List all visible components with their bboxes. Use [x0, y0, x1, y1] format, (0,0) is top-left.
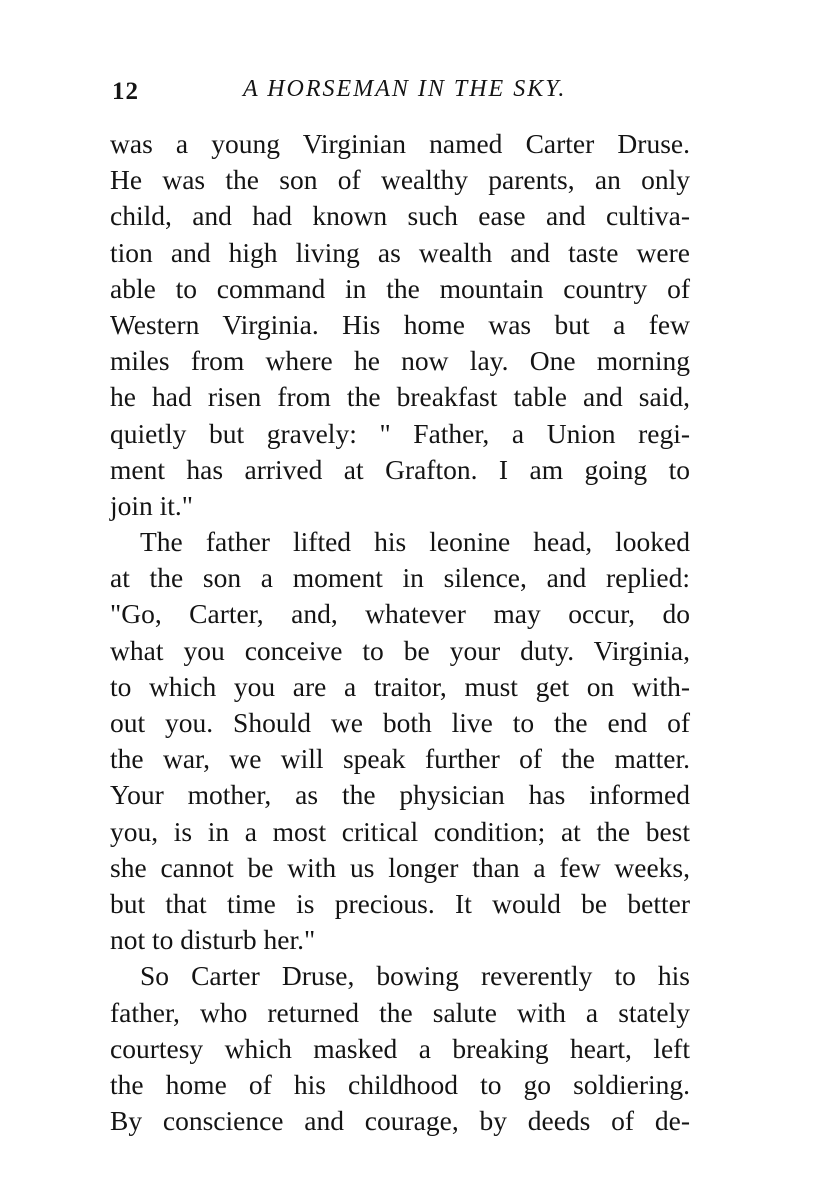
running-title: A HORSEMAN IN THE SKY.: [243, 76, 567, 102]
text-line: to which you are a traitor, must get on with-: [110, 670, 690, 702]
text-line: at the son a moment in silence, and replied:: [110, 562, 690, 594]
text-line: able to command in the mountain country of: [110, 272, 690, 304]
text-line: was a young Virginian named Carter Druse.: [110, 128, 690, 159]
running-header: [0, 72, 840, 112]
text-line: By conscience and courage, by deeds of de-: [110, 1105, 690, 1137]
text-line: the home of his childhood to go soldiering.: [110, 1068, 690, 1100]
text-line: child, and had known such ease and cultiva-: [110, 200, 690, 232]
text-line: Your mother, as the physician has informed: [110, 779, 690, 811]
text-line: Western Virginia. His home was but a few: [110, 308, 690, 340]
text-line: not to disturb her.": [110, 924, 316, 956]
text-line: So Carter Druse, bowing reverently to his: [140, 960, 690, 992]
text-line: quietly but gravely: " Father, a Union regi-: [110, 417, 690, 449]
text-line: the war, we will speak further of the matter.: [110, 743, 690, 775]
text-line: you, is in a most critical condition; at the best: [110, 815, 690, 847]
text-line: she cannot be with us longer than a few weeks,: [110, 851, 690, 883]
text-line: The father lifted his leonine head, looked: [140, 526, 690, 558]
text-line: out you. Should we both live to the end of: [110, 707, 690, 738]
text-line: "Go, Carter, and, whatever may occur, do: [110, 598, 690, 630]
page-number: 12: [112, 78, 139, 105]
text-line: father, who returned the salute with a stately: [110, 996, 690, 1028]
text-line: he had risen from the breakfast table and said,: [110, 381, 690, 413]
text-line: He was the son of wealthy parents, an only: [110, 164, 690, 196]
body-text: [110, 126, 690, 1139]
text-line: what you conceive to be your duty. Virginia,: [110, 634, 690, 666]
text-line: courtesy which masked a breaking heart, left: [110, 1032, 690, 1064]
text-line: tion and high living as wealth and taste were: [110, 236, 690, 268]
text-line: but that time is precious. It would be better: [110, 887, 690, 919]
text-line: miles from where he now lay. One morning: [110, 345, 690, 377]
text-line: join it.": [110, 489, 194, 521]
text-line: ment has arrived at Grafton. I am going to: [110, 453, 690, 485]
